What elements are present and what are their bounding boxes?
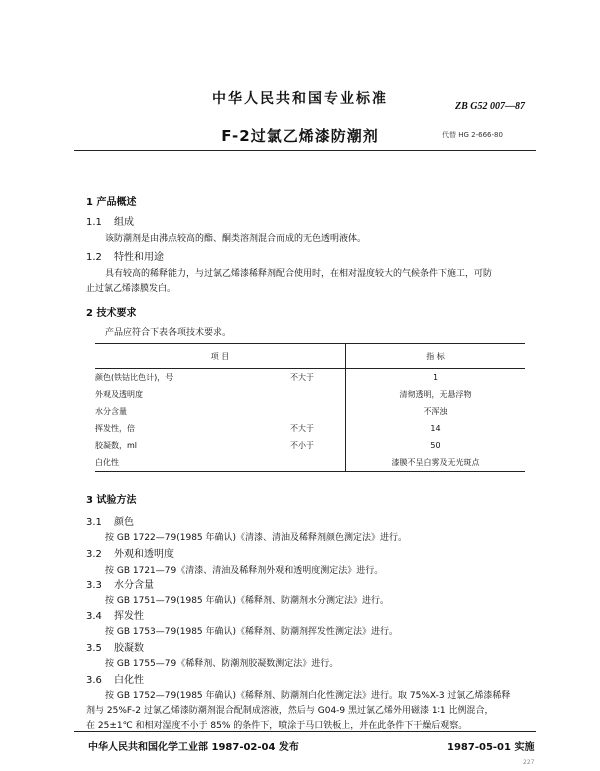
table-row xyxy=(95,454,525,472)
section-3-heading: 3 试验方法 xyxy=(86,495,137,506)
section-3-4-text: 按 GB 1753—79(1985 年确认)《稀释剂、防潮剂挥发性测定法》进行。 xyxy=(105,627,399,637)
row-spec: 14 xyxy=(346,420,526,437)
section-3-2-heading: 3.2 外观和透明度 xyxy=(86,549,174,560)
section-3-4-heading: 3.4 挥发性 xyxy=(86,611,144,622)
row-spec: 清彻透明，无悬浮物 xyxy=(346,386,526,403)
col-header-item: 项 目 xyxy=(95,344,346,369)
row-condition xyxy=(290,454,346,472)
row-item: 胶凝数，ml xyxy=(95,441,138,450)
section-3-5-heading: 3.5 胶凝数 xyxy=(86,643,144,654)
table-row xyxy=(95,437,525,454)
footer-rule xyxy=(74,731,536,732)
row-condition: 不小于 xyxy=(290,441,314,450)
table-row xyxy=(95,420,525,437)
section-1-1-heading: 1.1 组成 xyxy=(86,217,134,228)
row-spec: 50 xyxy=(346,437,526,454)
row-item: 白化性 xyxy=(95,454,290,472)
row-spec: 漆膜不呈白雾及无光斑点 xyxy=(346,454,526,472)
row-item: 外观及透明度 xyxy=(95,390,143,399)
page-number: 227 xyxy=(523,759,535,766)
section-3-3-heading: 3.3 水分含量 xyxy=(86,580,154,591)
row-item: 颜色(铁钴比色计)，号 xyxy=(95,373,174,382)
table-row xyxy=(95,369,525,387)
table-header-row xyxy=(95,344,525,369)
replaces-note: 代替 HG 2-666-80 xyxy=(442,131,503,139)
spec-table xyxy=(95,343,525,472)
standard-title: 中华人民共和国专业标准 xyxy=(212,91,388,107)
section-3-3-text: 按 GB 1751—79(1985 年确认)《稀释剂、防潮剂水分测定法》进行。 xyxy=(105,596,390,606)
row-item: 挥发性，倍 xyxy=(95,424,135,433)
row-condition xyxy=(290,386,346,403)
section-3-6-text-line1: 按 GB 1752—79(1985 年确认)《稀释剂、防潮剂白化性测定法》进行。取 75%X-3 过氯乙烯漆稀释 xyxy=(105,691,511,701)
section-3-6-text-line2: 剂与 25%F-2 过氯乙烯漆防潮剂混合配制成溶液，然后与 G04-9 黑过氯乙烯外用磁漆 1∶1 比例混合， xyxy=(86,706,494,716)
col-header-spec: 指 标 xyxy=(346,344,526,369)
row-spec: 不浑浊 xyxy=(346,403,526,420)
section-2-heading: 2 技术要求 xyxy=(86,308,137,319)
section-3-6-heading: 3.6 白化性 xyxy=(86,675,144,686)
section-3-1-heading: 3.1 颜色 xyxy=(86,517,134,528)
product-title: F-2过氯乙烯漆防潮剂 xyxy=(221,127,379,145)
standard-code: ZB G52 007—87 xyxy=(455,101,525,112)
section-1-heading: 1 产品概述 xyxy=(86,197,137,208)
section-3-1-text: 按 GB 1722—79(1985 年确认)《清漆、清油及稀释剂颜色测定法》进行。 xyxy=(105,533,408,543)
effective-date: 1987-05-01 实施 xyxy=(447,742,535,753)
row-spec: 1 xyxy=(346,369,526,387)
table-row xyxy=(95,386,525,403)
row-condition: 不大于 xyxy=(290,373,314,382)
row-condition: 不大于 xyxy=(290,424,314,433)
header-rule xyxy=(74,150,536,151)
table-row xyxy=(95,403,525,420)
section-1-2-text-line1: 具有较高的稀释能力，与过氯乙烯漆稀释剂配合使用时，在相对湿度较大的气候条件下施工，可防 xyxy=(105,269,493,279)
issuer-line: 中华人民共和国化学工业部 1987-02-04 发布 xyxy=(88,742,299,753)
section-3-6-text-line3: 在 25±1℃ 和相对湿度不小于 85% 的条件下，喷涂于马口铁板上，并在此条件下干燥后观察。 xyxy=(86,721,468,731)
section-2-intro: 产品应符合下表各项技术要求。 xyxy=(105,328,232,338)
section-1-2-heading: 1.2 特性和用途 xyxy=(86,252,164,263)
section-1-1-text: 该防潮剂是由沸点较高的酯、酮类溶剂混合而成的无色透明液体。 xyxy=(105,234,367,244)
section-3-5-text: 按 GB 1755—79《稀释剂、防潮剂胶凝数测定法》进行。 xyxy=(105,659,339,669)
row-item: 水分含量 xyxy=(95,407,127,416)
section-1-2-text-line2: 止过氯乙烯漆膜发白。 xyxy=(86,284,177,294)
row-condition xyxy=(290,403,346,420)
section-3-2-text: 按 GB 1721—79《清漆、清油及稀释剂外观和透明度测定法》进行。 xyxy=(105,566,384,576)
